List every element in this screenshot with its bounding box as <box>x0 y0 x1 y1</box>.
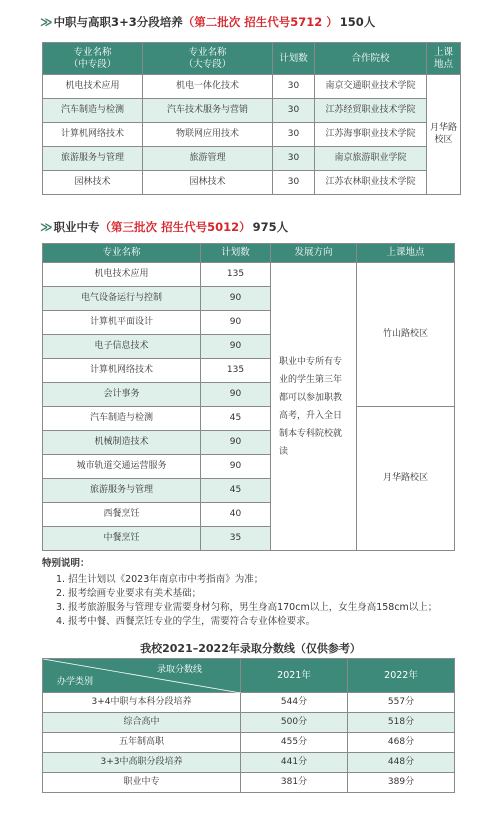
cell-major2: 汽车技术服务与营销 <box>143 99 273 123</box>
cell-2021: 441分 <box>241 753 348 773</box>
cell-2022: 557分 <box>348 693 455 713</box>
cell-major: 汽车制造与检测 <box>43 407 201 431</box>
note-item: 2. 报考绘画专业要求有美术基础； <box>56 588 202 599</box>
section2-heading <box>40 219 288 235</box>
header-location: 上课 地点 <box>427 43 461 75</box>
section1-batch: （第二批次 招生代号5712 ） <box>182 15 338 29</box>
cell-major1: 园林技术 <box>43 171 143 195</box>
header-location: 上课地点 <box>357 244 455 263</box>
cell-direction: 职业中专所有专业的学生第三年都可以参加职教高考，升入全日制本专科院校就读 <box>271 263 357 551</box>
cell-partner: 江苏农林职业技术学院 <box>315 171 427 195</box>
section2-title: 职业中专 <box>53 220 100 234</box>
cell-major: 城市轨道交通运营服务 <box>43 455 201 479</box>
cell-major: 会计事务 <box>43 383 201 407</box>
cell-plan: 90 <box>201 335 271 359</box>
cell-plan: 30 <box>273 99 315 123</box>
cell-major: 计算机网络技术 <box>43 359 201 383</box>
cell-major2: 物联网应用技术 <box>143 123 273 147</box>
cell-major2: 旅游管理 <box>143 147 273 171</box>
cell-plan: 30 <box>273 171 315 195</box>
section1-heading <box>40 14 375 30</box>
cell-plan: 40 <box>201 503 271 527</box>
cell-2021: 544分 <box>241 693 348 713</box>
cell-2021: 381分 <box>241 773 348 793</box>
cell-2022: 468分 <box>348 733 455 753</box>
header-category-label: 办学类别 <box>57 676 94 687</box>
cell-major2: 机电一体化技术 <box>143 75 273 99</box>
cell-2021: 500分 <box>241 713 348 733</box>
table-row <box>43 171 461 195</box>
cell-major1: 机电技术应用 <box>43 75 143 99</box>
table-row <box>43 75 461 99</box>
special-notes <box>42 555 462 629</box>
section2-batch: （第三批次 招生代号5012） <box>99 220 251 234</box>
header-diagonal-cell <box>43 659 241 693</box>
cell-plan: 90 <box>201 287 271 311</box>
cell-partner: 南京旅游职业学院 <box>315 147 427 171</box>
header-direction: 发展方向 <box>271 244 357 263</box>
cell-major1: 汽车制造与检测 <box>43 99 143 123</box>
score-table <box>42 658 455 793</box>
cell-category: 3+4中职与本科分段培养 <box>43 693 241 713</box>
cell-category: 3+3中高职分段培养 <box>43 753 241 773</box>
header-major-college: 专业名称 （大专段） <box>143 43 273 75</box>
cell-plan: 30 <box>273 123 315 147</box>
cell-partner: 江苏经贸职业技术学院 <box>315 99 427 123</box>
table-row <box>43 407 455 431</box>
cell-major: 机械制造技术 <box>43 431 201 455</box>
cell-category: 综合高中 <box>43 713 241 733</box>
cell-major: 中餐烹饪 <box>43 527 201 551</box>
section2-count: 975人 <box>252 220 289 234</box>
cell-plan: 135 <box>201 359 271 383</box>
section1-count: 150人 <box>339 15 376 29</box>
cell-major1: 计算机网络技术 <box>43 123 143 147</box>
cell-plan: 90 <box>201 383 271 407</box>
cell-location-b: 月华路校区 <box>357 407 455 551</box>
scores-title: 我校2021–2022年录取分数线（仅供参考） <box>140 642 361 655</box>
cell-2022: 448分 <box>348 753 455 773</box>
note-item: 1. 招生计划以《2023年南京市中考指南》为准； <box>56 574 264 585</box>
cell-major: 计算机平面设计 <box>43 311 201 335</box>
table-row <box>43 713 455 733</box>
cell-category: 五年制高职 <box>43 733 241 753</box>
cell-plan: 90 <box>201 431 271 455</box>
chevron-right-icon: ≫ <box>40 15 50 29</box>
header-score-label: 录取分数线 <box>156 665 202 675</box>
notes-title: 特别说明： <box>42 558 90 569</box>
cell-major: 旅游服务与管理 <box>43 479 201 503</box>
cell-plan: 45 <box>201 479 271 503</box>
table-row <box>43 733 455 753</box>
cell-2022: 518分 <box>348 713 455 733</box>
note-item: 4. 报考中餐、西餐烹饪专业的学生，需要符合专业体检要求。 <box>56 616 316 627</box>
cell-plan: 30 <box>273 75 315 99</box>
note-item: 3. 报考旅游服务与管理专业需要身材匀称，男生身高170cm以上，女生身高158cm以上； <box>56 602 438 613</box>
chevron-right-icon: ≫ <box>40 220 50 234</box>
cell-plan: 90 <box>201 455 271 479</box>
cell-major: 西餐烹饪 <box>43 503 201 527</box>
table-row <box>43 753 455 773</box>
cell-major: 机电技术应用 <box>43 263 201 287</box>
cell-location: 月华路 校区 <box>427 75 461 195</box>
program-table-3plus3 <box>42 42 461 195</box>
cell-2022: 389分 <box>348 773 455 793</box>
header-partner: 合作院校 <box>315 43 427 75</box>
section1-title: 中职与高职3+3分段培养 <box>53 15 183 29</box>
header-major: 专业名称 <box>43 244 201 263</box>
cell-plan: 135 <box>201 263 271 287</box>
cell-major: 电气设备运行与控制 <box>43 287 201 311</box>
header-plan: 计划数 <box>273 43 315 75</box>
table-row <box>43 123 461 147</box>
cell-plan: 35 <box>201 527 271 551</box>
program-table-vocational <box>42 243 455 551</box>
cell-plan: 30 <box>273 147 315 171</box>
header-year-2022: 2022年 <box>348 659 455 693</box>
table-row <box>43 147 461 171</box>
table-row <box>43 773 455 793</box>
header-plan: 计划数 <box>201 244 271 263</box>
table-row <box>43 99 461 123</box>
cell-location-a: 竹山路校区 <box>357 263 455 407</box>
header-year-2021: 2021年 <box>241 659 348 693</box>
header-major-secondary: 专业名称 （中专段） <box>43 43 143 75</box>
table-row <box>43 693 455 713</box>
cell-partner: 南京交通职业技术学院 <box>315 75 427 99</box>
cell-partner: 江苏海事职业技术学院 <box>315 123 427 147</box>
cell-category: 职业中专 <box>43 773 241 793</box>
cell-2021: 455分 <box>241 733 348 753</box>
cell-plan: 90 <box>201 311 271 335</box>
cell-major2: 园林技术 <box>143 171 273 195</box>
cell-plan: 45 <box>201 407 271 431</box>
cell-major1: 旅游服务与管理 <box>43 147 143 171</box>
cell-major: 电子信息技术 <box>43 335 201 359</box>
table-row <box>43 263 455 287</box>
